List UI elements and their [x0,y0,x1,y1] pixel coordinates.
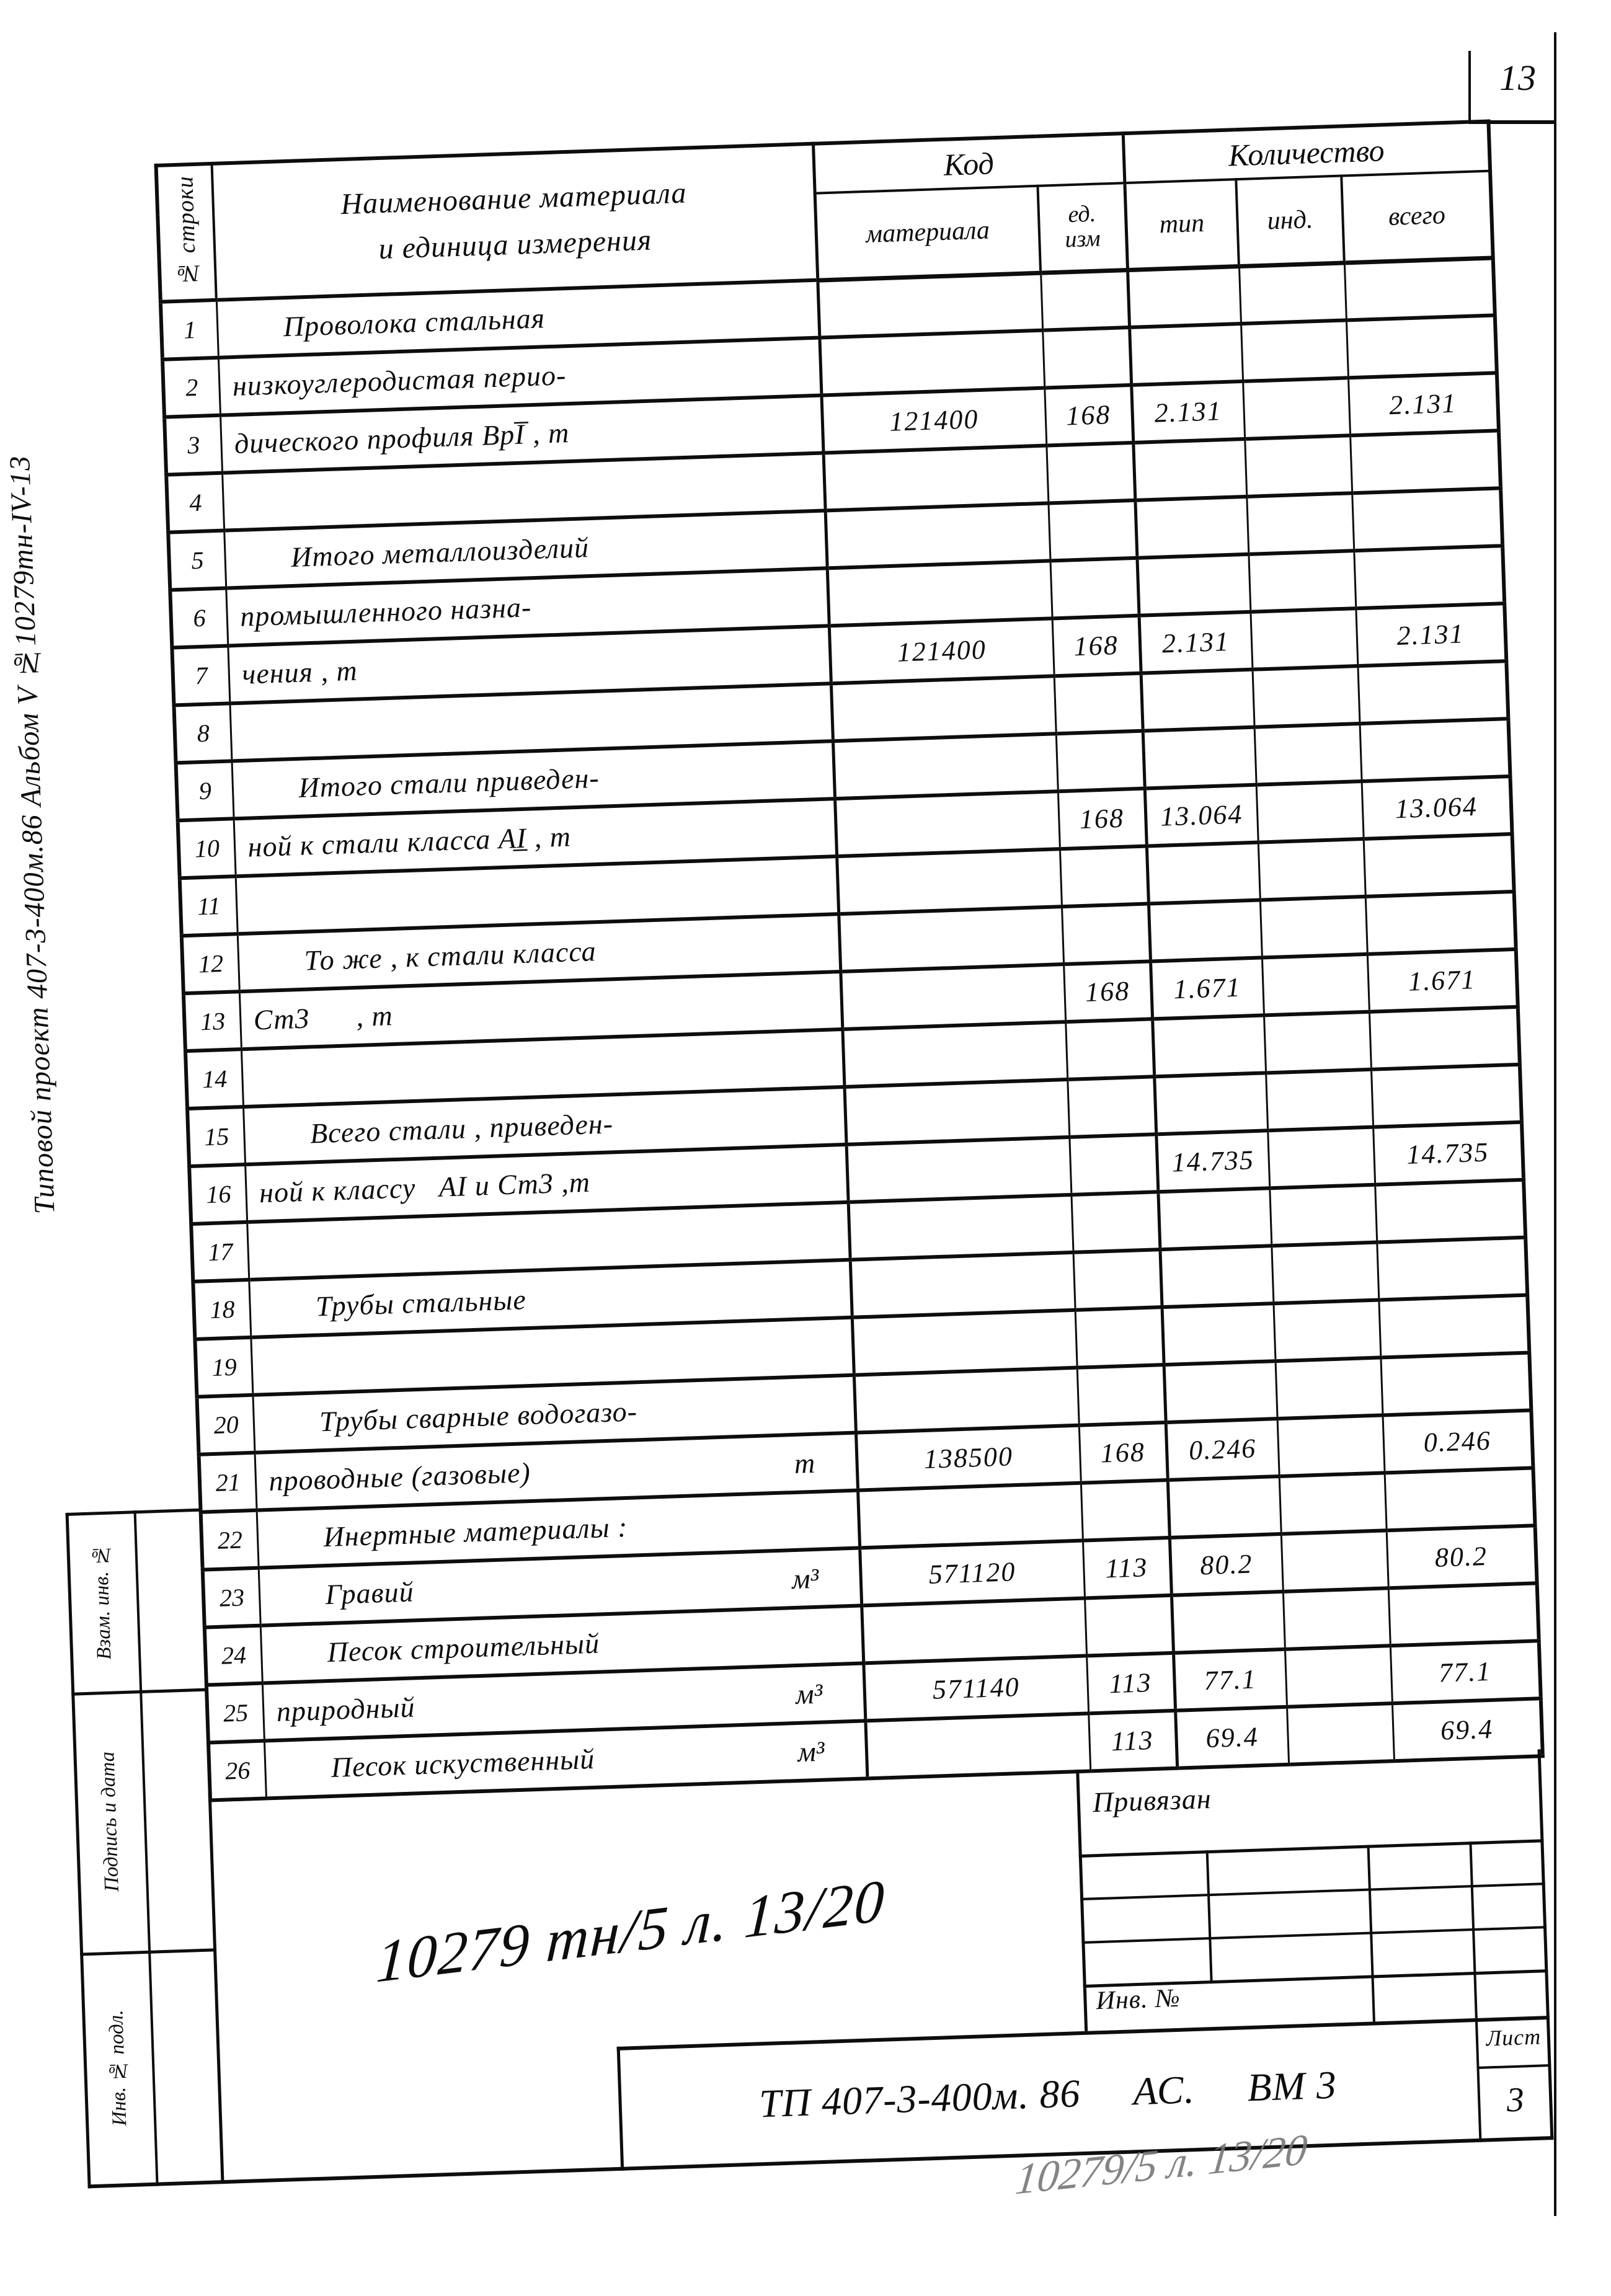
cell-qty-type: 80.2 [1169,1534,1283,1595]
doc-type: АС. [1132,2067,1196,2114]
faint-pencil-note: 10279/5 л. 13/20 [1013,2125,1310,2204]
cell-qty-ind [1262,954,1369,1016]
cell-name-text: Ст3 , т [253,1000,394,1036]
cell-qty-type: 69.4 [1175,1707,1289,1768]
privyazan-grid-line-h2 [1080,1882,1545,1900]
bottom-box-left-line [208,1793,224,2184]
cell-row-number: 14 [185,1049,243,1109]
header-quantity-group: Количество [1123,122,1490,184]
cell-name-text: проводные (газовые) [268,1456,531,1497]
cell-qty-total: 13.064 [1362,776,1512,839]
cell-material-code [833,734,1058,799]
cell-unit-code [1042,327,1131,388]
cell-qty-ind [1246,493,1354,554]
stamp-label-inv-podl: Инв. № подл. [104,2010,131,2127]
cell-material-code [844,1079,1069,1145]
cell-row-number: 6 [170,588,228,648]
cell-unit-code [1077,1365,1166,1425]
cell-qty-total: 2.131 [1356,603,1506,666]
cell-qty-total [1357,661,1508,724]
cell-row-number: 1 [161,300,218,360]
cell-name-text: Трубы стальные [315,1283,527,1323]
cell-qty-ind [1258,839,1365,900]
cell-row-number: 17 [191,1222,249,1282]
cell-qty-type [1160,1246,1273,1307]
side-title [0,112,87,1558]
cell-name-text [243,1087,255,1088]
cell-unit-code: 168 [1052,616,1141,676]
cell-qty-type: 0.246 [1166,1419,1279,1480]
cell-name-text: чения , т [241,654,358,690]
cell-material-code [817,273,1042,338]
cell-material-code [850,1252,1075,1318]
cell-row-number: 8 [174,703,231,763]
cell-material-code: 571120 [859,1541,1085,1606]
stamp-label-vzam: Взам. инв. № [89,1543,115,1660]
cell-name-text: Итого стали приведен- [298,761,600,804]
cell-qty-type [1147,843,1260,904]
cell-qty-type [1164,1361,1277,1422]
header-code-group: Код [813,133,1124,193]
page-number: 13 [1499,58,1537,98]
cell-qty-type: 13.064 [1145,785,1258,846]
cell-unit-code [1056,731,1145,792]
cell-qty-total: 2.131 [1348,373,1499,435]
cell-row-number: 26 [208,1741,266,1801]
cell-qty-total: 0.246 [1383,1410,1533,1473]
cell-qty-total [1346,315,1497,378]
cell-name-text: Инертные материалы : [322,1510,629,1553]
doc-code: ТП 407-3-400м. 86 [758,2071,1081,2126]
cell-name-text: То же , к стали класса [303,935,597,977]
cell-unit-code [1050,558,1139,619]
cell-qty-ind [1267,1127,1375,1189]
header-qty-type: тип [1124,179,1239,270]
header-row-number: № строки [156,164,216,302]
cell-row-number: 23 [203,1568,260,1628]
cell-unit: м³ [791,1562,820,1595]
cell-qty-ind [1285,1646,1392,1707]
cell-material-code [842,1022,1067,1087]
cell-qty-ind [1281,1530,1388,1592]
cell-name-text: промышленного назна- [239,591,532,632]
cell-row-number: 5 [168,531,226,590]
cell-row-number: 21 [199,1453,257,1512]
list-label: Лист [1486,2024,1542,2051]
cell-unit-code [1085,1595,1173,1656]
cell-qty-total [1352,488,1502,551]
cell-material-code: 121400 [829,618,1054,683]
cell-row-number: 15 [187,1107,245,1166]
cell-qty-total [1388,1583,1539,1646]
cell-name-text: Песок искуственный [331,1742,596,1783]
cell-qty-total [1378,1295,1529,1358]
cell-qty-total [1344,258,1495,321]
cell-qty-ind [1239,262,1346,324]
header-material-code: материала [815,186,1041,280]
cell-qty-type [1143,727,1256,789]
cell-name-text: Песок строительный [326,1627,600,1669]
cell-qty-ind [1277,1415,1385,1476]
cell-material-code [831,676,1056,741]
cell-unit: т [793,1447,815,1479]
cell-material-code [865,1713,1090,1778]
cell-unit-code [1067,1076,1156,1137]
cell-material-code: 571140 [863,1656,1088,1721]
cell-qty-type [1127,266,1241,327]
side-title-text: Типовой проект 407-3-400м.86 Альбом V №10279тн-IV-13 [3,454,61,1215]
cell-material-code: 121400 [821,388,1046,453]
header-material-name: Наименование материала и единица измерения [212,144,818,300]
cell-row-number: 18 [193,1280,251,1339]
cell-qty-type [1148,900,1262,962]
cell-qty-type: 77.1 [1173,1649,1287,1711]
cell-name-text: Гравий [324,1576,415,1611]
cell-qty-ind [1243,378,1350,439]
cell-qty-total [1369,1007,1520,1070]
list-box-divider [1476,2064,1551,2069]
cell-material-code [840,964,1065,1029]
cell-qty-ind [1271,1243,1378,1304]
cell-row-number: 16 [189,1164,247,1224]
cell-row-number: 4 [166,473,224,533]
cell-qty-total: 1.671 [1367,949,1518,1012]
cell-unit-code [1065,1019,1154,1079]
cell-row-number: 19 [195,1337,252,1397]
cell-material-code [852,1310,1077,1375]
cell-qty-ind [1260,897,1367,958]
cell-name-text: Трубы сварные водогазо- [319,1395,638,1438]
cell-material-code [861,1598,1086,1664]
privyazan-label: Привязан [1092,1782,1212,1819]
cell-qty-type [1137,554,1250,616]
cell-unit-code [1060,846,1148,907]
cell-name-text [253,1375,265,1376]
cell-qty-type [1135,497,1248,558]
cell-qty-total [1365,892,1516,954]
cell-qty-total [1360,719,1511,781]
privyazan-grid-line-h3 [1081,1926,1547,1944]
cell-row-number: 24 [205,1626,262,1685]
cell-qty-type: 14.735 [1156,1130,1269,1192]
cell-qty-total [1350,430,1501,493]
cell-material-code [823,446,1049,511]
cell-unit: м³ [797,1735,825,1768]
cell-qty-ind [1250,608,1357,670]
cell-qty-total: 69.4 [1392,1698,1543,1761]
cell-qty-ind [1266,1070,1373,1131]
cell-qty-type [1141,670,1254,731]
cell-qty-type [1168,1476,1281,1538]
cell-unit: м³ [795,1677,823,1711]
cell-row-number: 7 [172,646,229,706]
cell-row-number: 3 [164,415,222,475]
handwritten-doc-note: 10279 тн/5 л. 13/20 [375,1866,887,1995]
cell-name-text [224,511,237,512]
cell-name-text [249,1260,262,1261]
cell-unit-code: 113 [1083,1538,1171,1598]
cell-name-text: Всего стали , приведен- [309,1107,614,1150]
privyazan-grid-line-h1 [1079,1839,1544,1858]
cell-name-text: низкоуглеродистая перио- [232,359,567,402]
cell-row-number: 13 [184,991,241,1051]
cell-qty-ind [1256,781,1364,843]
cell-unit-code [1048,500,1137,561]
cell-name-text: природный [276,1691,416,1727]
cell-row-number: 20 [197,1395,254,1455]
cell-qty-total [1375,1180,1525,1243]
cell-qty-total: 14.735 [1373,1122,1524,1185]
cell-row-number: 9 [176,761,234,820]
cell-unit-code [1046,443,1135,503]
cell-material-code [819,330,1044,396]
cell-material-code: 138500 [856,1425,1081,1491]
cell-material-code [854,1368,1079,1433]
cell-unit-code: 168 [1063,961,1152,1022]
cell-qty-type [1129,324,1243,385]
cell-unit-code: 113 [1088,1711,1177,1771]
cell-unit-code: 168 [1058,789,1147,849]
cell-unit-code [1071,1192,1160,1252]
cell-row-number: 25 [206,1683,264,1743]
cell-qty-type: 2.131 [1131,381,1245,443]
cell-qty-ind [1241,320,1348,381]
cell-qty-total [1385,1468,1535,1530]
cell-material-code [827,561,1052,626]
cell-row-number: 11 [180,876,237,936]
privyazan-grid-line-v1 [1206,1850,1213,1984]
cell-qty-type [1158,1188,1271,1249]
cell-material-code [858,1483,1083,1548]
cell-qty-ind [1248,551,1356,612]
cell-qty-ind [1279,1473,1387,1534]
materials-table [154,120,1544,1802]
cell-qty-type: 2.131 [1139,612,1253,673]
cell-material-code [846,1137,1072,1202]
cell-qty-ind [1264,1012,1371,1073]
list-number: 3 [1506,2080,1525,2120]
cell-qty-ind [1253,666,1360,727]
cell-qty-ind [1254,724,1362,785]
cell-row-number: 2 [162,358,220,417]
cell-name-text: Итого металлоизделий [290,531,590,574]
cell-row-number: 22 [201,1510,259,1570]
cell-qty-total [1371,1065,1522,1127]
cell-unit-code: 168 [1079,1422,1168,1483]
cell-qty-total [1377,1238,1527,1300]
cell-qty-ind [1283,1588,1390,1649]
cell-qty-ind [1245,435,1352,497]
cell-unit-code [1069,1134,1158,1195]
cell-unit-code [1041,270,1129,330]
cell-row-number: 10 [178,818,236,878]
cell-material-code [838,906,1063,972]
cell-material-code [835,791,1060,856]
cell-qty-type: 1.671 [1150,957,1264,1019]
cell-unit-code: 113 [1086,1653,1175,1714]
cell-material-code [848,1195,1073,1260]
cell-qty-type [1154,1073,1267,1134]
cell-unit-code: 168 [1044,385,1133,446]
cell-name-text: ной к стали класса АI̲ , т [247,820,572,863]
header-unit-code: ед. изм [1037,183,1127,273]
cell-qty-total [1354,546,1504,608]
cell-material-code [825,503,1050,569]
stamp-label-podpis: Подпись и дата [95,1751,123,1892]
cell-name-text: дического профиля ВрI̅ , т [234,417,570,459]
cell-qty-type [1171,1592,1285,1653]
cell-qty-ind [1287,1703,1394,1765]
cell-material-code [837,849,1062,914]
cell-qty-ind [1276,1357,1383,1419]
doc-mark: ВМ 3 [1246,2062,1338,2110]
header-qty-total: всего [1341,171,1493,263]
cell-unit-code [1062,904,1150,965]
cell-qty-type [1162,1303,1276,1365]
cell-qty-ind [1273,1300,1380,1362]
cell-qty-total: 80.2 [1387,1525,1537,1588]
cell-qty-total: 77.1 [1390,1641,1541,1703]
cell-unit-code [1075,1307,1164,1368]
cell-qty-type [1133,439,1246,500]
cell-row-number: 12 [182,934,239,993]
cell-qty-ind [1269,1185,1377,1246]
cell-name-text: Проволока стальная [282,302,546,343]
cell-qty-total [1380,1353,1531,1416]
header-qty-ind: инд. [1236,176,1344,267]
inv-no-label: Инв. № [1095,1984,1181,2016]
cell-unit-code [1054,673,1143,734]
cell-unit-code [1081,1480,1169,1541]
cell-name-text: ной к классу АI и Ст3 ,т [259,1166,591,1209]
cell-unit-code [1073,1249,1162,1310]
cell-qty-total [1364,834,1514,897]
cell-qty-type [1152,1015,1266,1076]
